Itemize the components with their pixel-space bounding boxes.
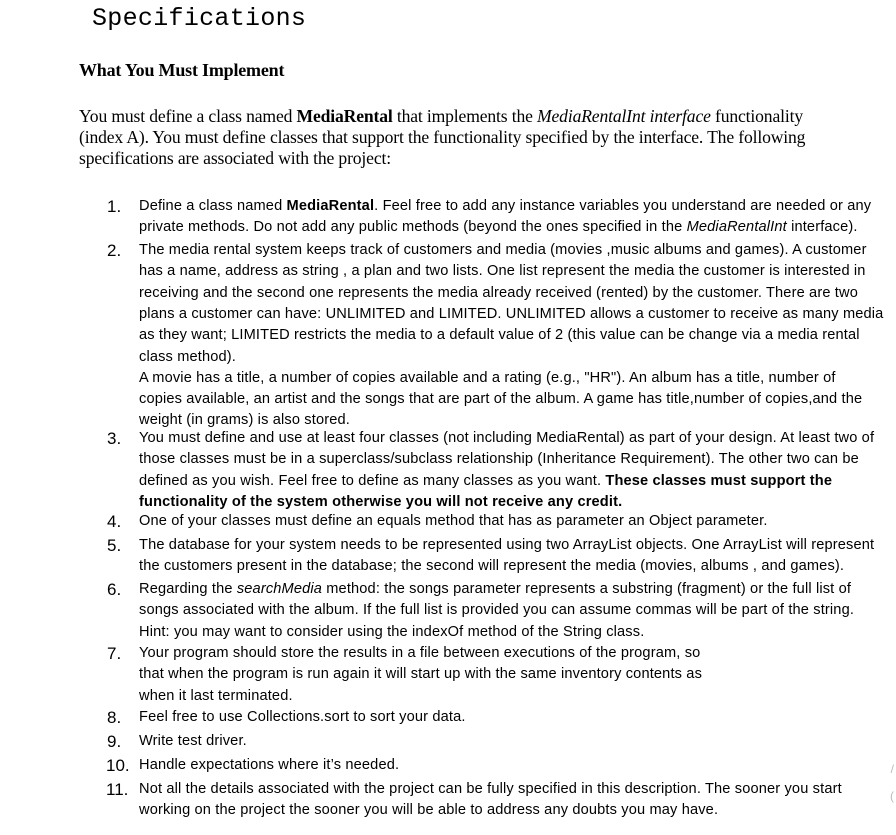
- page-title: Specifications: [92, 4, 307, 33]
- line-text: interface).: [786, 219, 858, 236]
- list-item-line: [139, 325, 860, 345]
- list-item-line: [139, 686, 293, 706]
- list-item-line: [139, 196, 871, 216]
- intro-text: that implements the: [392, 106, 538, 126]
- section-heading: What You Must Implement: [79, 60, 285, 80]
- line-text: when it last terminated.: [139, 687, 293, 704]
- list-item-line: [139, 347, 236, 367]
- list-item-line: [139, 511, 768, 531]
- bold-text: MediaRental: [286, 198, 375, 214]
- line-text: weight (in grams) is also stored.: [139, 412, 350, 429]
- list-item-line: [139, 428, 874, 448]
- list-item-number: 6.: [107, 580, 122, 599]
- line-text: the customers present in the database; the second will represent the media (movies, albums , and games).: [139, 558, 845, 575]
- line-text: private methods. Do not add any public methods (beyond the ones specified in the: [139, 219, 687, 236]
- list-item-line: [139, 449, 859, 469]
- list-item-number: 5.: [107, 536, 122, 555]
- line-text: songs associated with the album. If the full list is provided you can assume commas will be part of the string.: [139, 602, 855, 619]
- list-item-line: [139, 389, 862, 409]
- line-text: The media rental system keeps track of customers and media (movies ,music albums and games). A customer: [139, 242, 867, 258]
- line-text: that when the program is run again it will start up with the same inventory contents as: [139, 666, 703, 683]
- italic-text: searchMedia: [236, 581, 323, 597]
- list-item-line: [139, 579, 851, 599]
- line-text: Define a class named: [139, 198, 287, 214]
- line-text: plans a customer can have: UNLIMITED and LIMITED. UNLIMITED allows a customer to receive as many media: [139, 305, 884, 322]
- cropped-edge-text: (: [890, 789, 894, 803]
- line-text: Feel free to use Collections.sort to sort your data.: [139, 709, 466, 725]
- line-text: as they want; LIMITED restricts the media to a default value of 2 (this value can be change via a media rental: [139, 327, 860, 344]
- list-item-line: [139, 622, 644, 642]
- line-text: copies available, an artist and the songs that are part of the album. A game has title,number of copies,and the: [139, 391, 863, 408]
- list-item-number: 2.: [107, 241, 122, 260]
- line-text: Hint: you may want to consider using the indexOf method of the String class.: [139, 623, 645, 640]
- line-text: has a name, address as string , a plan and two lists. One list represent the media the customer is interested in: [139, 263, 866, 280]
- list-item-line: [139, 471, 832, 491]
- list-item-line: [139, 240, 867, 260]
- line-text: Not all the details associated with the project can be fully specified in this description. The sooner you start: [139, 781, 842, 797]
- line-text: Handle expectations where it’s needed.: [139, 757, 400, 773]
- list-item-line: [139, 755, 399, 775]
- cropped-edge-text: /: [890, 762, 894, 776]
- list-item-line: [139, 731, 247, 751]
- line-text: The database for your system needs to be represented using two ArrayList objects. One ArrayList will represent: [139, 537, 875, 553]
- line-text: method: the songs parameter represents a substring (fragment) or the full list of: [322, 581, 852, 597]
- list-item-line: [139, 643, 700, 663]
- line-text: Write test driver.: [139, 733, 247, 749]
- list-item-number: 4.: [107, 512, 122, 531]
- line-text: . Feel free to add any instance variables you understand are needed or any: [374, 198, 872, 214]
- line-text: You must define and use at least four classes (not including MediaRental) as part of your design. At least two of: [139, 430, 875, 446]
- line-text: those classes must be in a superclass/subclass relationship (Inheritance Requirement). The other two can be: [139, 451, 859, 468]
- italic-text: MediaRentalInt: [686, 219, 787, 236]
- list-item-number: 1.: [107, 197, 122, 216]
- list-item-line: [139, 535, 874, 555]
- intro-text: specifications are associated with the project:: [79, 148, 391, 168]
- list-item-line: [139, 779, 842, 799]
- bold-text: These classes must support the: [605, 472, 833, 489]
- intro-interface-name: MediaRentalInt interface: [537, 106, 711, 126]
- line-text: defined as you wish. Feel free to define as many classes as you want.: [139, 472, 606, 489]
- line-text: class method).: [139, 348, 236, 365]
- line-text: One of your classes must define an equals method that has as parameter an Object parameter.: [139, 513, 768, 529]
- list-item-number: 10.: [106, 756, 130, 775]
- line-text: Your program should store the results in a file between executions of the program, so: [139, 645, 701, 661]
- intro-class-name: MediaRental: [296, 106, 393, 126]
- bold-text: functionality of the system otherwise you will not receive any credit.: [139, 493, 623, 510]
- line-text: Regarding the: [139, 581, 237, 597]
- intro-text: functionality: [710, 106, 803, 126]
- list-item-line: [139, 707, 466, 727]
- list-item-number: 8.: [107, 708, 122, 727]
- list-item-line: [139, 556, 844, 576]
- list-item-line: [139, 217, 858, 237]
- intro-text: You must define a class named: [79, 106, 297, 126]
- list-item-line: [139, 368, 836, 388]
- list-item-number: 3.: [107, 429, 122, 448]
- list-item-line: [139, 492, 622, 512]
- list-item-number: 9.: [107, 732, 122, 751]
- list-item-line: [139, 304, 883, 324]
- list-item-number: 7.: [107, 644, 122, 663]
- line-text: receiving and the second one represents the media already received (rented) by the customer. There are two: [139, 284, 858, 301]
- list-item-number: 11.: [106, 780, 129, 799]
- line-text: A movie has a title, a number of copies available and a rating (e.g., "HR"). An album has a title, number of: [139, 369, 836, 386]
- intro-text: (index A). You must define classes that support the functionality specified by the interface. The following: [79, 127, 806, 147]
- list-item-line: [139, 600, 854, 620]
- list-item-line: [139, 261, 866, 281]
- list-item-line: [139, 664, 702, 684]
- list-item-line: [139, 800, 718, 820]
- list-item-line: [139, 283, 858, 303]
- line-text: working on the project the sooner you will be able to address any doubts you may have.: [139, 802, 719, 819]
